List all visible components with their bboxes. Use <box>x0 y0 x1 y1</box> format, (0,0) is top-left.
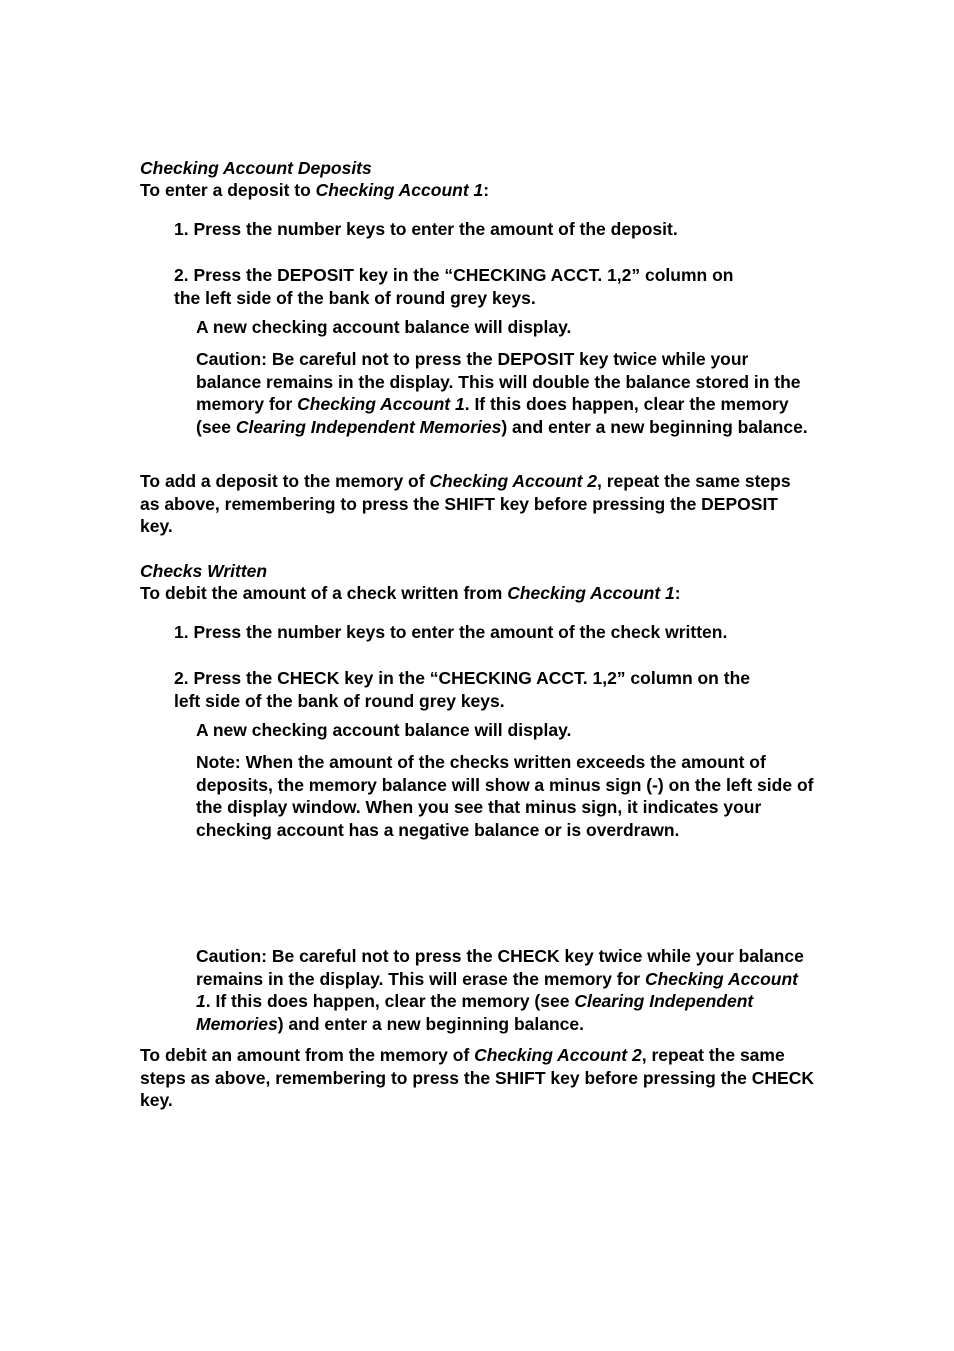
result-text: A new checking account balance will display. <box>196 317 572 337</box>
intro-text: To debit the amount of a check written from <box>140 583 508 603</box>
paragraph-text: , repeat the same steps as above, remembering to press the <box>140 471 791 514</box>
key-name: DEPOSIT <box>701 493 778 514</box>
section-reference: Clearing Independent Memories <box>196 991 754 1034</box>
account-name: Checking Account 2 <box>429 471 597 491</box>
paragraph-text: key before pressing the <box>545 1067 752 1088</box>
step-text-line-1: 2. Press the DEPOSIT key in the “CHECKING ACCT. 1,2” column on <box>174 265 734 285</box>
paragraph-text: key. <box>140 1090 173 1110</box>
checks-account-2 <box>140 1044 820 1112</box>
deposit-intro <box>140 179 840 202</box>
section-heading-deposits <box>140 157 840 180</box>
caution-text: key twice while your balance remains in the display. This will double the balance stored in the memory for <box>196 349 801 414</box>
paragraph-text: To add a deposit to the memory of <box>140 471 430 491</box>
caution-text: . If this does happen, clear the memory (see <box>205 991 575 1011</box>
caution-text: key twice while your balance remains in the display. This will erase the memory for <box>196 946 804 989</box>
step-text-line-2: left side of the bank of round grey keys. <box>174 690 505 711</box>
account-name: Checking Account 1 <box>507 583 675 603</box>
deposit-caution <box>196 348 816 438</box>
section-heading-text: Checks Written <box>140 561 268 581</box>
step-text-line-2: the left side of the bank of round grey keys. <box>174 287 536 308</box>
intro-text: To enter a deposit to <box>140 180 316 200</box>
key-name: SHIFT <box>495 1067 546 1088</box>
intro-suffix: : <box>674 583 681 603</box>
result-text: A new checking account balance will display. <box>196 720 572 740</box>
checks-step-2 <box>174 667 854 712</box>
checks-note <box>196 751 816 841</box>
account-name: Checking Account 1 <box>297 394 465 414</box>
paragraph-text: key before pressing the <box>494 493 702 514</box>
caution-text: ) and enter a new beginning balance. <box>277 1013 585 1034</box>
checks-step-1 <box>174 621 854 644</box>
note-text: When the amount of the checks written exceeds the amount of deposits, the memory balance will show a minus sign (-) on the left side of the display window. When you see that minus sign, it indicates your checking account has a negative balance or is overdrawn. <box>196 752 814 840</box>
caution-text: Be careful not to press the <box>266 946 498 966</box>
deposit-step-2 <box>174 264 854 309</box>
step-text-line-1: 2. Press the CHECK key in the “CHECKING ACCT. 1,2” column on the <box>174 668 750 688</box>
note-label: Note: <box>196 752 241 772</box>
paragraph-text: , repeat the same steps as above, remembering to press the <box>140 1045 785 1088</box>
key-name: SHIFT <box>444 493 495 514</box>
section-reference: Clearing Independent Memories <box>235 416 502 437</box>
account-name: Checking Account 1 <box>315 180 484 200</box>
key-name: CHECK <box>751 1067 814 1088</box>
deposit-result <box>196 316 836 339</box>
checks-intro <box>140 582 840 605</box>
checks-result <box>196 719 836 742</box>
account-name: Checking Account 2 <box>474 1045 642 1065</box>
caution-text: ) and enter a new beginning balance. <box>501 416 808 437</box>
account-name: Checking Account 1 <box>196 968 798 1011</box>
paragraph-text: To debit an amount from the memory of <box>140 1045 475 1065</box>
caution-label: Caution: <box>196 349 267 369</box>
checks-caution <box>196 945 816 1035</box>
intro-suffix: : <box>483 180 490 200</box>
paragraph-text: key. <box>140 516 173 536</box>
step-text: 1. Press the number keys to enter the amount of the deposit. <box>174 219 678 239</box>
step-text: 1. Press the number keys to enter the amount of the check written. <box>174 622 728 642</box>
section-heading-text: Checking Account Deposits <box>140 158 372 178</box>
key-name: DEPOSIT <box>497 349 575 369</box>
caution-text: Be careful not to press the <box>266 349 498 369</box>
section-heading-checks <box>140 560 840 583</box>
caution-label: Caution: <box>196 946 267 966</box>
deposit-step-1 <box>174 218 854 241</box>
caution-text: . If this does happen, clear the memory (see <box>196 394 789 437</box>
deposit-account-2 <box>140 470 805 538</box>
key-name: CHECK <box>497 946 560 966</box>
